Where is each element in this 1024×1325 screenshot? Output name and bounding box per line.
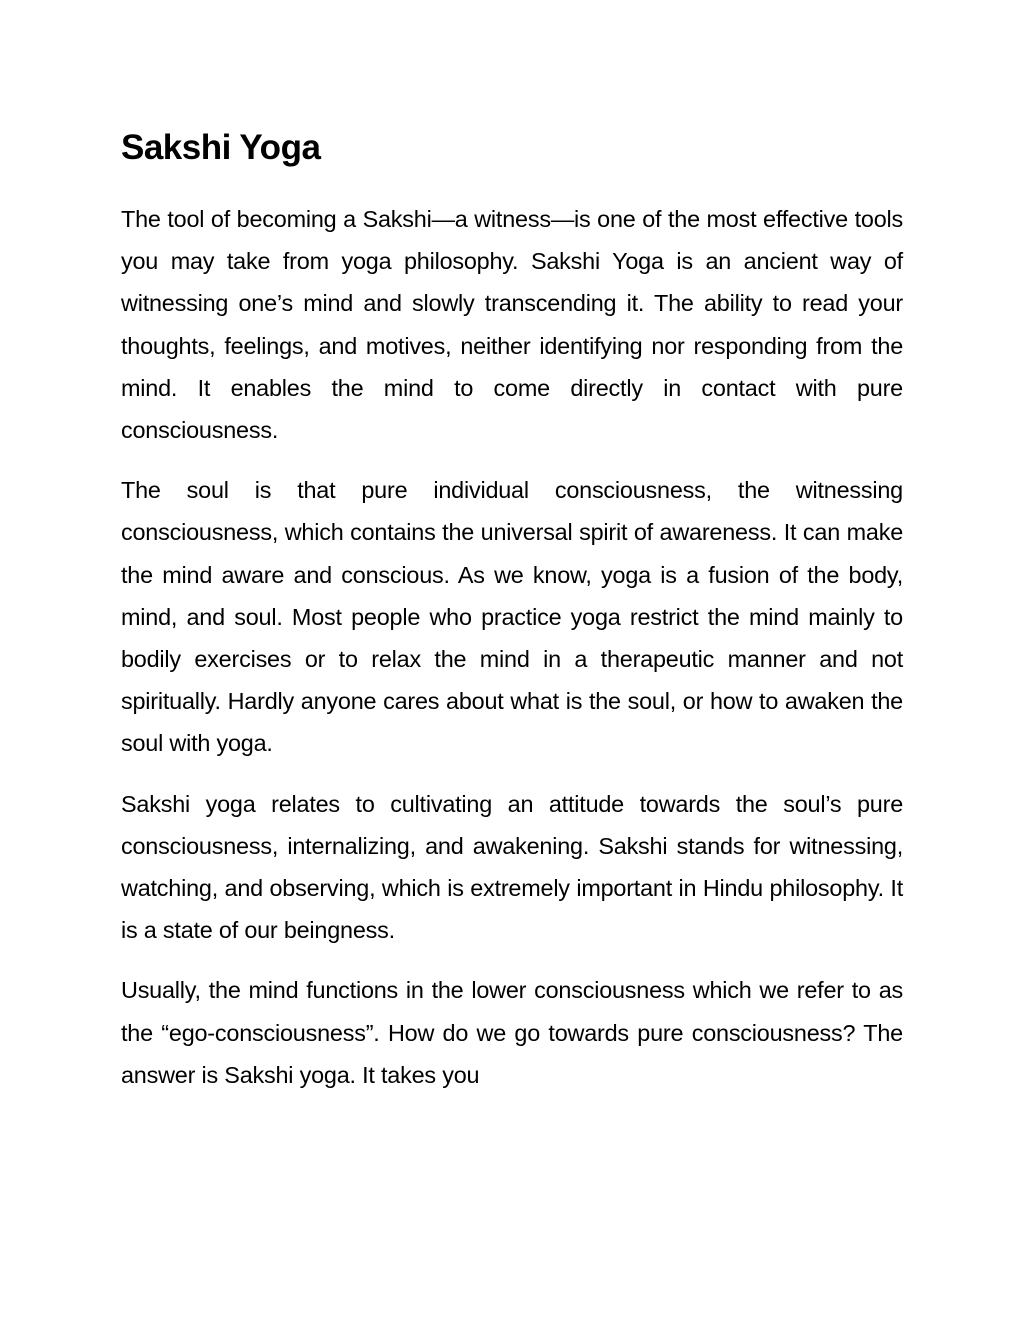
paragraph-2: The soul is that pure individual consciousness, the witnessing consciousness, which contains the universal spirit of awareness. It can make the mind aware and conscious. As we know, yoga is a fusion of the body, mind, and soul. Most people who practice yoga restrict the mind mainly to bodily exercises or to relax the mind in a therapeutic manner and not spiritually. Hardly anyone cares about what is the soul, or how to awaken the soul with yoga. — [121, 477, 903, 757]
document-body — [121, 124, 903, 1114]
paragraph-4: Usually, the mind functions in the lower consciousness which we refer to as the “ego-consciousness”. How do we go towards pure consciousness? The answer is Sakshi yoga. It takes you — [121, 977, 903, 1088]
paragraph-3: Sakshi yoga relates to cultivating an attitude towards the soul’s pure consciousness, internalizing, and awakening. Sakshi stands for witnessing, watching, and observing, which is extremely important in Hindu philosophy. It is a state of our beingness. — [121, 790, 903, 944]
document-title: Sakshi Yoga — [121, 128, 321, 167]
paragraph-1: The tool of becoming a Sakshi—a witness—is one of the most effective tools you may take from yoga philosophy. Sakshi Yoga is an ancient way of witnessing one’s mind and slowly transcending it. The ability to read your thoughts, feelings, and motives, neither identifying nor responding from the mind. It enables the mind to come directly in contact with pure consciousness. — [121, 206, 903, 444]
